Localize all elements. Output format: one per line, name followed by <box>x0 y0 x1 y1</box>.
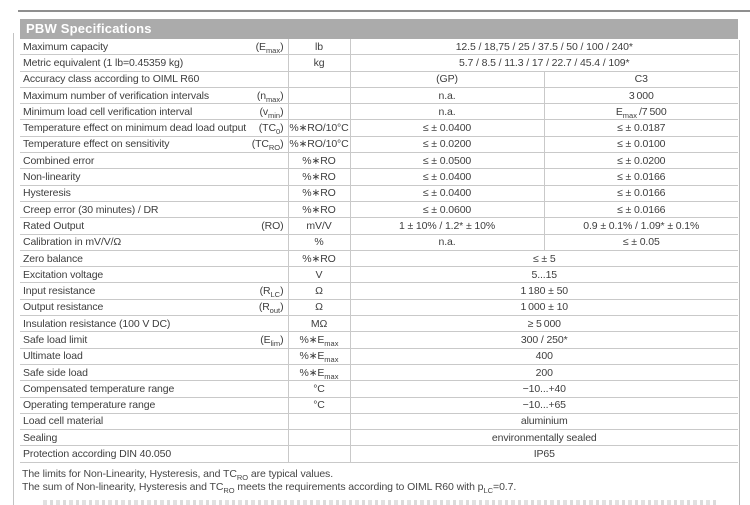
value-c3-cell: ≤ ± 0.0166 <box>544 201 738 217</box>
table-row <box>20 104 738 120</box>
value-c3-cell: ≤ ± 0.0200 <box>544 153 738 169</box>
clipped-footnote-line <box>43 500 717 505</box>
table-row <box>20 299 738 315</box>
unit-cell: %∗RO/10°C <box>288 136 350 152</box>
value-cell: aluminium <box>350 413 738 429</box>
value-gp-cell: ≤ ± 0.0200 <box>350 136 544 152</box>
table-row <box>20 446 738 462</box>
value-gp-cell: n.a. <box>350 234 544 250</box>
param-symbol: $(v_{min})$ <box>259 105 284 120</box>
unit-cell: $\%∗E_{max}$ <box>288 348 350 364</box>
value-gp-cell: ≤ ± 0.0400 <box>350 120 544 136</box>
param-label: Zero balance <box>23 252 83 265</box>
table-row <box>20 201 738 217</box>
param-label: Temperature effect on sensitivity <box>23 138 170 151</box>
value-c3-cell: ≤ ± 0.0100 <box>544 136 738 152</box>
param-label: Excitation voltage <box>23 268 104 281</box>
unit-cell: °C <box>288 381 350 397</box>
page-right-border-line <box>739 40 740 505</box>
value-cell: ≤ ± 5 <box>350 250 738 266</box>
table-row <box>20 332 738 348</box>
value-gp-cell: ≤ ± 0.0400 <box>350 185 544 201</box>
unit-cell: %∗RO <box>288 201 350 217</box>
unit-cell: $\%∗E_{max}$ <box>288 364 350 380</box>
value-cell: 1 000 ± 10 <box>350 299 738 315</box>
table-row <box>20 71 738 87</box>
value-cell: 300 / 250* <box>350 332 738 348</box>
value-cell: 5.7 / 8.5 / 11.3 / 17 / 22.7 / 45.4 / 109* <box>350 55 738 71</box>
param-symbol: $(TC_0)$ <box>258 122 284 137</box>
table-row <box>20 87 738 103</box>
value-cell: −10...+40 <box>350 381 738 397</box>
page-left-border-line <box>13 33 14 505</box>
value-cell: 5...15 <box>350 267 738 283</box>
table-row <box>20 381 738 397</box>
param-symbol: $(R_{LC})$ <box>259 285 284 300</box>
value-gp-cell: ≤ ± 0.0400 <box>350 169 544 185</box>
table-row <box>20 55 738 71</box>
value-gp-cell: (GP) <box>350 71 544 87</box>
value-gp-cell: 1 ± 10% / 1.2* ± 10% <box>350 218 544 234</box>
footnote-line-2: The sum of Non-linearity, Hysteresis and $TC_{RO}$ meets the requirements according to OIML R60 with $p_{LC}=0.7$. <box>22 480 517 495</box>
value-cell: IP65 <box>350 446 738 462</box>
spec-sheet <box>20 19 738 463</box>
value-c3-cell: ≤ ± 0.0187 <box>544 120 738 136</box>
table-row <box>20 397 738 413</box>
table-row <box>20 169 738 185</box>
param-label: Minimum load cell verification interval <box>23 105 193 118</box>
unit-cell: $\%∗E_{max}$ <box>288 332 350 348</box>
param-label: Accuracy class according to OIML R60 <box>23 73 200 86</box>
unit-cell <box>288 446 350 462</box>
table-row <box>20 413 738 429</box>
unit-cell: %∗RO <box>288 169 350 185</box>
page-top-border-line <box>18 10 750 12</box>
param-label: Combined error <box>23 154 95 167</box>
param-label: Metric equivalent (1 lb=0.45359 kg) <box>23 56 184 69</box>
value-gp-cell: ≤ ± 0.0600 <box>350 201 544 217</box>
value-c3-cell: ≤ ± 0.05 <box>544 234 738 250</box>
param-symbol: $(E_{lim})$ <box>260 333 284 349</box>
param-label: Sealing <box>23 431 58 444</box>
param-symbol: $(TC_{RO})$ <box>251 138 284 153</box>
param-label: Safe side load <box>23 366 88 379</box>
param-label: Hysteresis <box>23 187 71 200</box>
param-label: Ultimate load <box>23 350 83 363</box>
param-label: Output resistance <box>23 301 104 314</box>
param-symbol: $(E_{max})$ <box>255 40 284 55</box>
param-label: Safe load limit <box>23 333 88 346</box>
unit-cell: % <box>288 234 350 250</box>
param-label: Maximum capacity <box>23 40 109 53</box>
table-row <box>20 348 738 364</box>
param-label: Protection according DIN 40.050 <box>23 448 172 461</box>
value-c3-cell: $E_{max}$ /7 500 <box>544 104 738 120</box>
table-row <box>20 267 738 283</box>
unit-cell: kg <box>288 55 350 71</box>
value-gp-cell: n.a. <box>350 104 544 120</box>
param-label: Creep error (30 minutes) / DR <box>23 203 159 216</box>
unit-cell: %∗RO <box>288 185 350 201</box>
value-cell: 1 180 ± 50 <box>350 283 738 299</box>
unit-cell <box>288 87 350 103</box>
unit-cell: Ω <box>288 299 350 315</box>
unit-cell: V <box>288 267 350 283</box>
param-symbol: $(n_{max})$ <box>256 89 284 104</box>
value-cell: −10...+65 <box>350 397 738 413</box>
param-label: Temperature effect on minimum dead load output <box>23 122 247 135</box>
param-symbol: (RO) <box>261 219 284 232</box>
spec-table <box>20 39 738 463</box>
param-label: Insulation resistance (100 V DC) <box>23 317 171 330</box>
param-label: Maximum number of verification intervals <box>23 89 210 102</box>
table-row <box>20 364 738 380</box>
unit-cell: MΩ <box>288 316 350 332</box>
param-label: Operating temperature range <box>23 399 156 412</box>
param-label: Rated Output <box>23 219 85 232</box>
table-row <box>20 234 738 250</box>
value-c3-cell: ≤ ± 0.0166 <box>544 185 738 201</box>
unit-cell: %∗RO <box>288 153 350 169</box>
table-row <box>20 185 738 201</box>
value-cell: ≥ 5 000 <box>350 316 738 332</box>
table-row <box>20 316 738 332</box>
param-label: Load cell material <box>23 415 104 428</box>
value-cell: 400 <box>350 348 738 364</box>
table-row <box>20 136 738 152</box>
value-c3-cell: 3 000 <box>544 87 738 103</box>
value-gp-cell: ≤ ± 0.0500 <box>350 153 544 169</box>
unit-cell <box>288 71 350 87</box>
page-title: PBW Specifications <box>20 19 738 39</box>
unit-cell: %∗RO/10°C <box>288 120 350 136</box>
table-row <box>20 430 738 446</box>
value-c3-cell: ≤ ± 0.0166 <box>544 169 738 185</box>
unit-cell <box>288 413 350 429</box>
table-row <box>20 250 738 266</box>
param-label: Compensated temperature range <box>23 382 175 395</box>
unit-cell <box>288 430 350 446</box>
value-c3-cell: C3 <box>544 71 738 87</box>
footnotes <box>22 468 516 493</box>
value-cell: environmentally sealed <box>350 430 738 446</box>
param-label: Input resistance <box>23 285 96 298</box>
value-gp-cell: n.a. <box>350 87 544 103</box>
value-cell: 200 <box>350 364 738 380</box>
unit-cell: °C <box>288 397 350 413</box>
table-row <box>20 283 738 299</box>
unit-cell: %∗RO <box>288 250 350 266</box>
footnote-line-1: The limits for Non-Linearity, Hysteresis, and $TC_{RO}$ are typical values. <box>22 468 334 483</box>
unit-cell <box>288 104 350 120</box>
value-c3-cell: 0.9 ± 0.1% / 1.09* ± 0.1% <box>544 218 738 234</box>
unit-cell: Ω <box>288 283 350 299</box>
param-label: Non-linearity <box>23 171 81 184</box>
value-cell: 12.5 / 18,75 / 25 / 37.5 / 50 / 100 / 240* <box>350 39 738 55</box>
table-row <box>20 39 738 55</box>
table-row <box>20 153 738 169</box>
unit-cell: mV/V <box>288 218 350 234</box>
table-row <box>20 218 738 234</box>
param-symbol: $(R_{out})$ <box>258 301 284 316</box>
unit-cell: lb <box>288 39 350 55</box>
param-label: Calibration in mV/V/Ω <box>23 236 122 249</box>
table-row <box>20 120 738 136</box>
